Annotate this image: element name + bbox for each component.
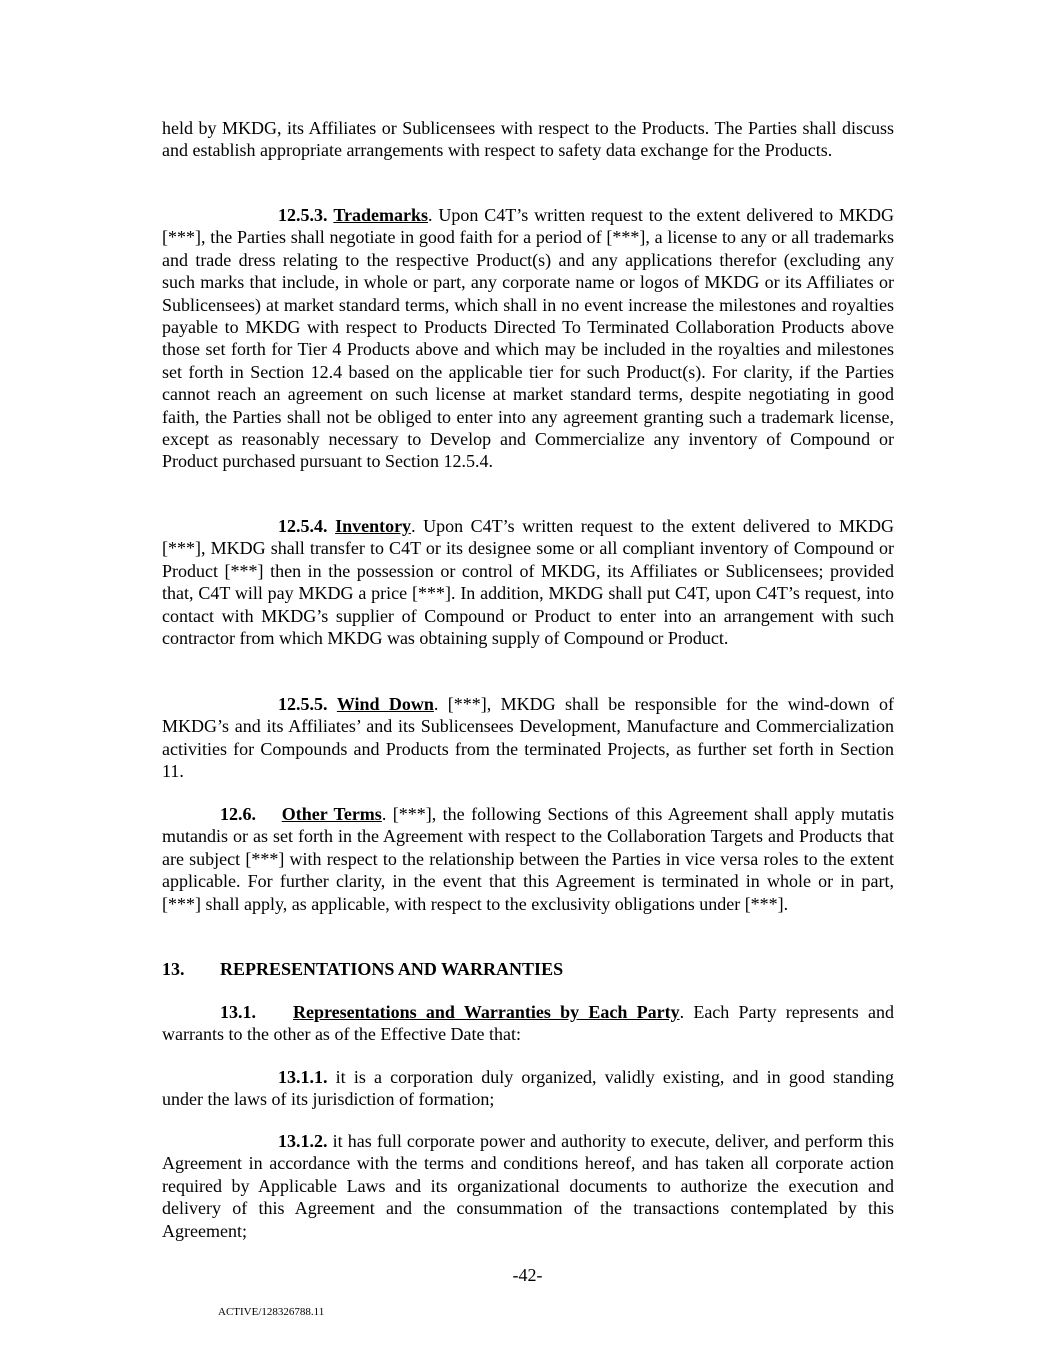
article-number: 13.: [162, 959, 185, 979]
section-12-5-4: [162, 515, 894, 649]
page-number: -42-: [512, 1265, 543, 1285]
section-text: . [***], MKDG shall be responsible for the wind-down of MKDG’s and its Affiliates’ and its Sublicensees Development, Manufacture and Commercialization activities for Compounds and Products from the terminated Projects, as further set forth in Section 11.: [162, 694, 894, 782]
paragraph-intro: held by MKDG, its Affiliates or Sublicensees with respect to the Products. The Parties shall discuss and establish appropriate arrangements with respect to safety data exchange for the Products.: [162, 118, 894, 161]
section-number: 12.5.3.: [278, 205, 328, 225]
section-text: . [***], the following Sections of this Agreement shall apply mutatis mutandis or as set forth in the Agreement with respect to the Collaboration Targets and Products that are subject [***] with respect to the relationship between the Parties in vice versa roles to the extent applicable. For further clarity, in the event that this Agreement is terminated in whole or in part, [***] shall apply, as applicable, with respect to the exclusivity obligations under [***].: [162, 804, 894, 914]
section-13-1: [162, 1001, 894, 1046]
section-12-5-3: [162, 204, 894, 473]
article-13-heading: [162, 958, 894, 980]
section-title: Trademarks: [333, 205, 429, 225]
section-12-5-5: [162, 693, 894, 783]
article-title: REPRESENTATIONS AND WARRANTIES: [220, 959, 564, 979]
section-text: it has full corporate power and authority to execute, deliver, and perform this Agreement in accordance with the terms and conditions hereof, and has taken all corporate action required by Applicable Laws and its organizational documents to authorize the execution and delivery of this Agreement and the consummation of the transactions contemplated by this Agreement;: [162, 1131, 894, 1241]
section-text: . Upon C4T’s written request to the extent delivered to MKDG [***], MKDG shall transfer to C4T or its designee some or all compliant inventory of Compound or Product [***] then in the possession or control of MKDG, its Affiliates or Sublicensees; provided that, C4T will pay MKDG a price [***]. In addition, MKDG shall put C4T, upon C4T’s request, into contact with MKDG’s supplier of Compound or Product to enter into an arrangement with such contractor from which MKDG was obtaining supply of Compound or Product.: [162, 516, 894, 649]
section-number: 13.1.1.: [278, 1067, 328, 1087]
section-title: Representations and Warranties by Each Party: [293, 1002, 680, 1022]
section-number: 12.5.5.: [278, 694, 328, 714]
section-number: 13.1.: [220, 1002, 256, 1022]
section-title: Other Terms: [281, 804, 382, 824]
section-title: Wind Down: [336, 694, 434, 714]
section-number: 13.1.2.: [278, 1131, 328, 1151]
section-text: it is a corporation duly organized, validly existing, and in good standing under the laws of its jurisdiction of formation;: [162, 1067, 894, 1110]
section-13-1-2: [162, 1130, 894, 1242]
section-number: 12.5.4.: [278, 516, 328, 536]
section-title: Inventory: [335, 516, 412, 536]
section-12-6: [162, 803, 894, 915]
section-text: . Upon C4T’s written request to the extent delivered to MKDG [***], the Parties shall negotiate in good faith for a period of [***], a license to any or all trademarks and trade dress relating to the respective Product(s) and any applications therefor (excluding any such marks that include, in whole or part, any corporate name or logos of MKDG or its Affiliates or Sublicensees) at market standard terms, which shall in no event increase the milestones and royalties payable to MKDG with respect to Products Directed To Terminated Collaboration Products above those set forth for Tier 4 Products above and which may be included in the royalties and milestones set forth in Section 12.4 based on the applicable tier for such Product(s). For clarity, if the Parties cannot reach an agreement on such license at market standard terms, despite negotiating in good faith, the Parties shall not be obliged to enter into any agreement granting such a trademark license, except as reasonably necessary to Develop and Commercialize any inventory of Compound or Product purchased pursuant to Section 12.5.4.: [162, 205, 894, 472]
section-number: 12.6.: [220, 804, 256, 824]
section-text: . Each Party represents and warrants to the other as of the Effective Date that:: [162, 1002, 894, 1045]
document-id: ACTIVE/128326788.11: [218, 1306, 325, 1318]
section-13-1-1: [162, 1066, 894, 1111]
